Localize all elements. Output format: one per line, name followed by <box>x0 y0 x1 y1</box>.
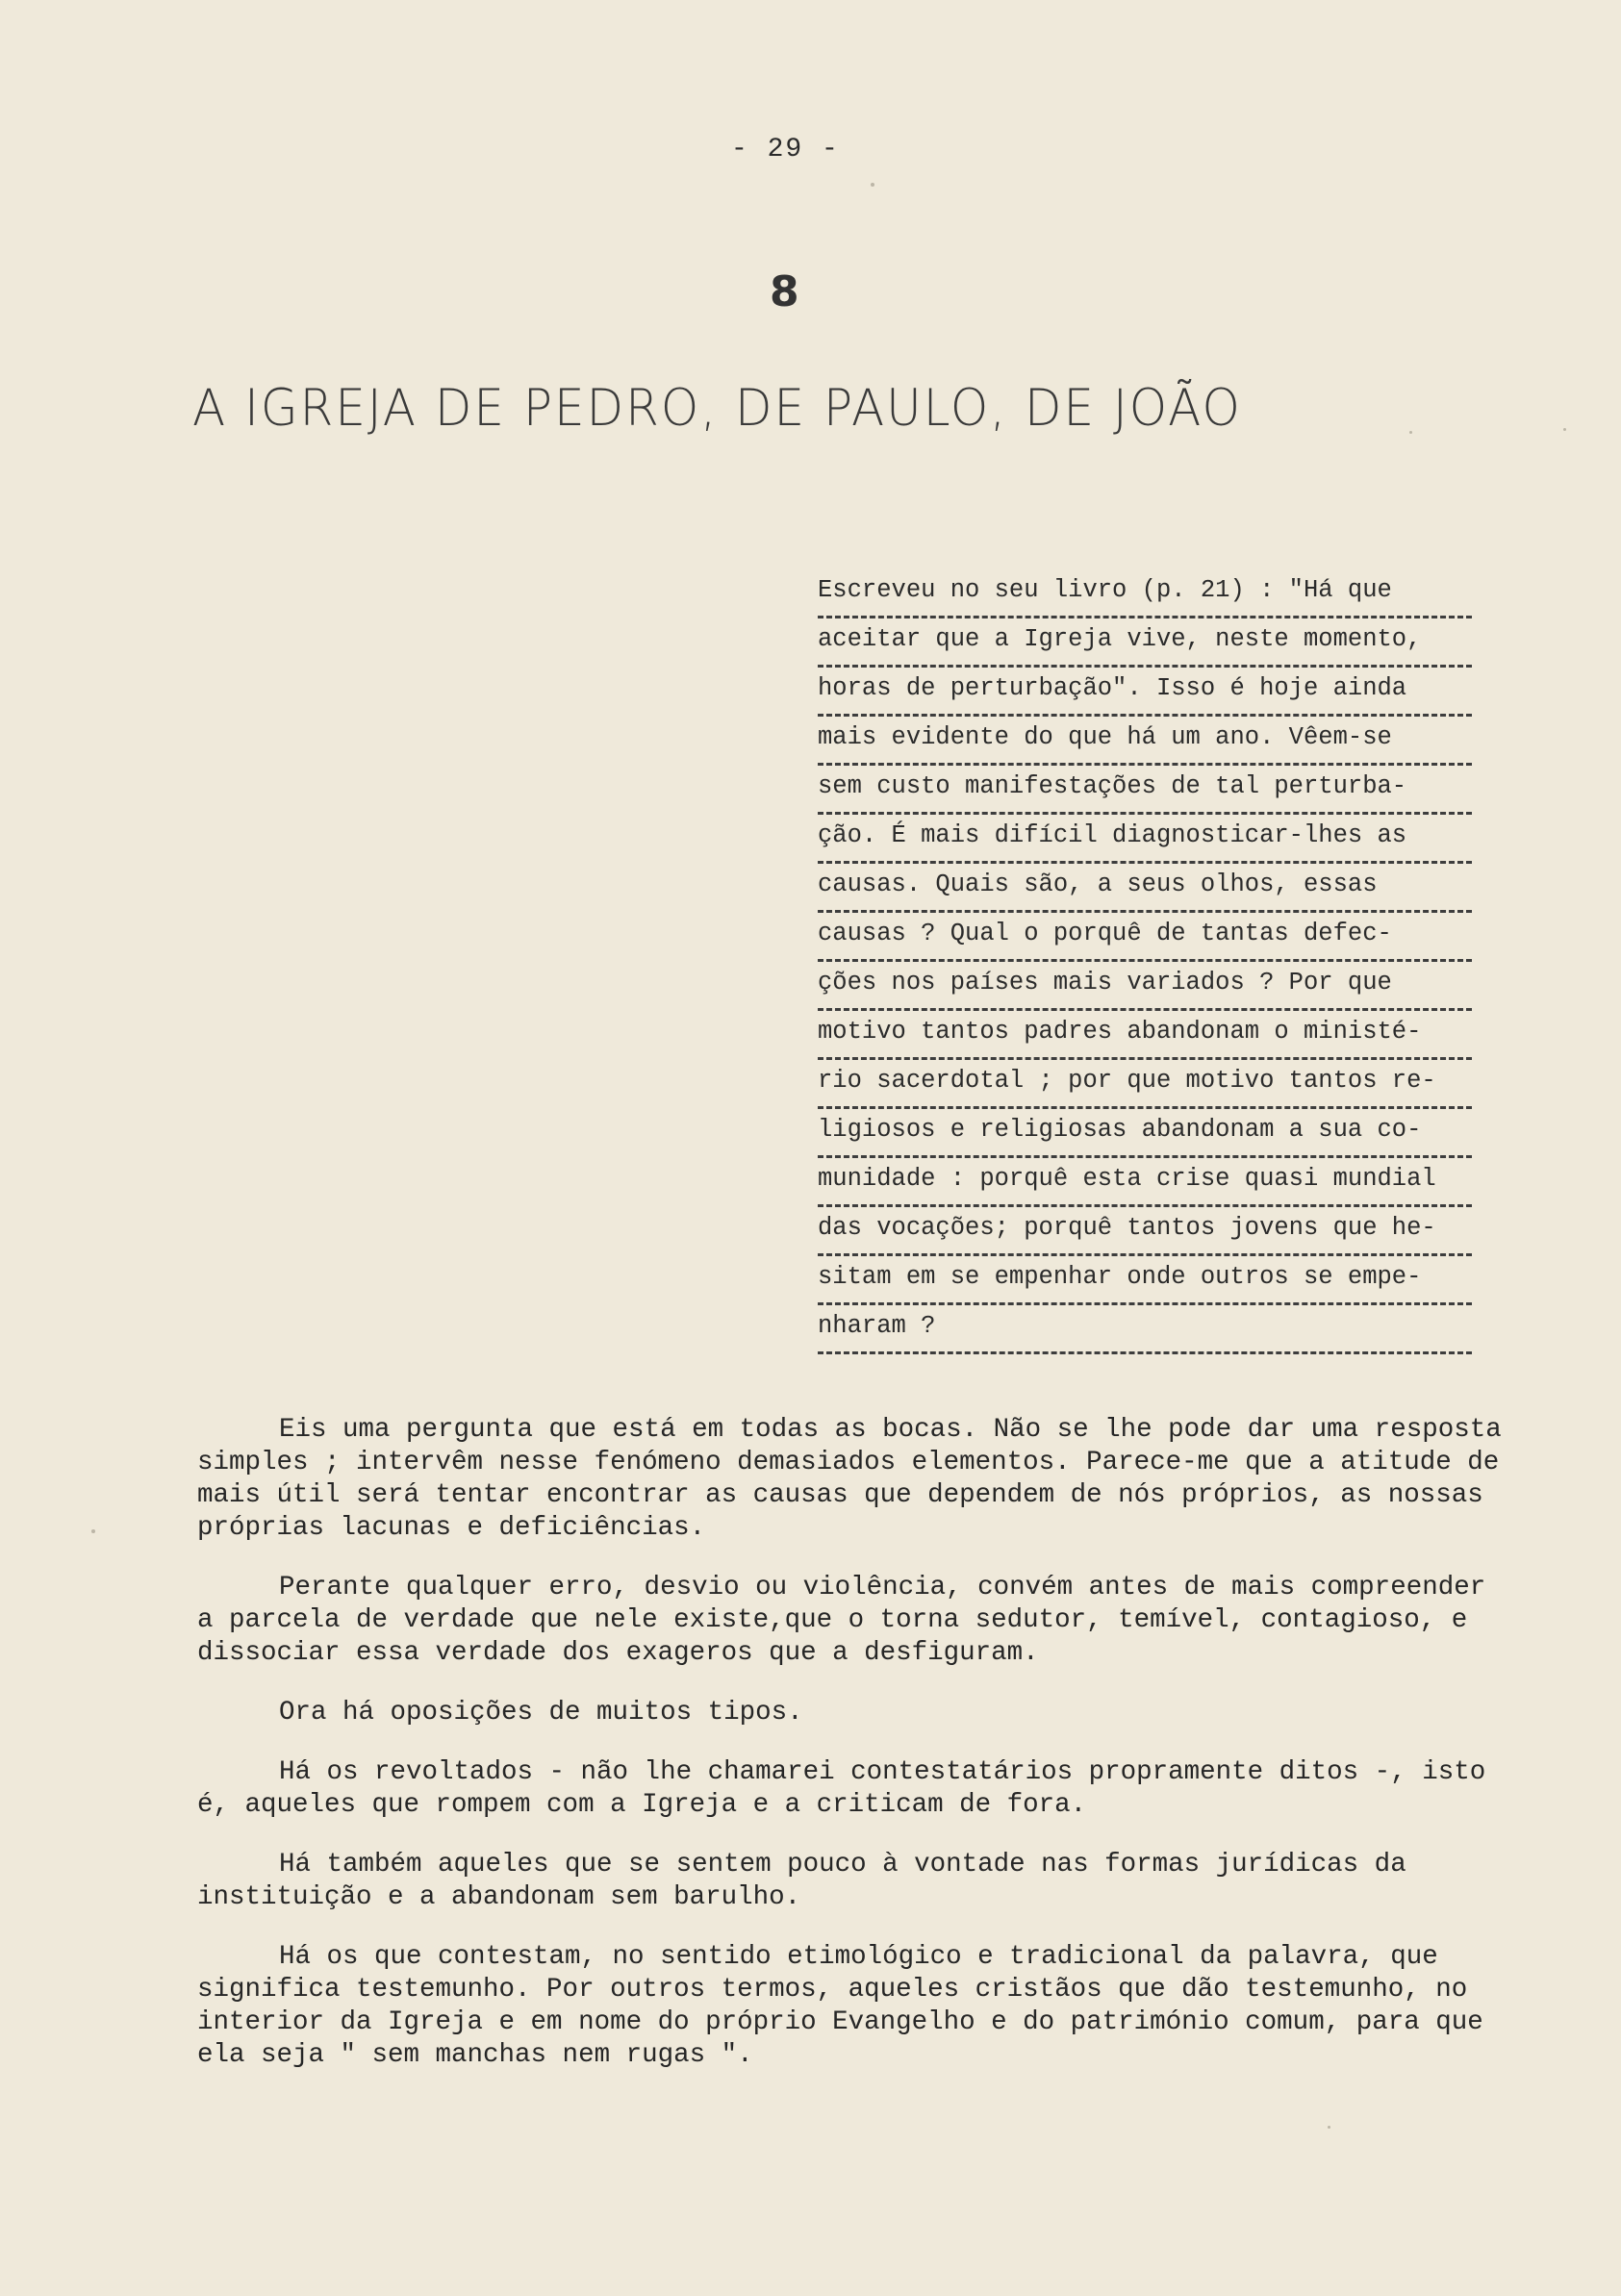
quote-line: causas. Quais são, a seus olhos, essas <box>818 862 1472 913</box>
quote-line: sem custo manifestações de tal perturba- <box>818 764 1472 815</box>
quote-line: nharam ? <box>818 1303 1472 1354</box>
paper-speck <box>871 183 874 187</box>
paragraph: Ora há oposições de muitos tipos. <box>279 1698 803 1728</box>
quote-line: aceitar que a Igreja vive, neste momento, <box>818 617 1472 668</box>
interview-question <box>818 568 1472 1352</box>
paragraph: Eis uma pergunta que está em todas as bocas. Não se lhe pode dar uma resposta simples ; intervêm nesse fenómeno demasiados elementos. Parece-me que a atitude de mais útil será tentar encontrar as causas que dependem de nós próprios, as nossas próprias lacunas e deficiências. <box>197 1415 1502 1543</box>
answer-text <box>197 1414 1515 2099</box>
quote-line: causas ? Qual o porquê de tantas defec- <box>818 911 1472 962</box>
page-number: - 29 - <box>731 135 840 164</box>
quote-line: mais evidente do que há um ano. Vêem-se <box>818 715 1472 766</box>
bleed-through-text <box>173 77 1443 354</box>
chapter-title: A IGREJA DE PEDRO, DE PAULO, DE JOÃO <box>192 378 1242 438</box>
paragraph: Há os que contestam, no sentido etimológico e tradicional da palavra, que significa testemunho. Por outros termos, aqueles cristãos que dão testemunho, no interior da Igreja e em nome do próprio Evangelho e do património comum, para que ela seja " sem manchas nem rugas ". <box>197 1942 1483 2070</box>
quote-line: sitam em se empenhar onde outros se empe- <box>818 1254 1472 1305</box>
quote-line: ção. É mais difícil diagnosticar-lhes as <box>818 813 1472 864</box>
quote-line: rio sacerdotal ; por que motivo tantos re- <box>818 1058 1472 1109</box>
quote-line: motivo tantos padres abandonam o ministé- <box>818 1009 1472 1060</box>
paragraph: Perante qualquer erro, desvio ou violência, convém antes de mais compreender a parcela de verdade que nele existe,que o torna sedutor, temível, contagioso, e dissociar essa verdade dos exageros que a desfiguram. <box>197 1573 1486 1668</box>
quote-line: horas de perturbação". Isso é hoje ainda <box>818 666 1472 717</box>
quote-line: ções nos países mais variados ? Por que <box>818 960 1472 1011</box>
paper-speck <box>91 1529 95 1533</box>
quote-line: das vocações; porquê tantos jovens que he- <box>818 1205 1472 1256</box>
paper-speck <box>1563 428 1566 431</box>
quote-line: ligiosos e religiosas abandonam a sua co- <box>818 1107 1472 1158</box>
quote-line: munidade : porquê esta crise quasi mundial <box>818 1156 1472 1207</box>
paper-speck <box>1328 2126 1330 2129</box>
quote-line: Escreveu no seu livro (p. 21) : "Há que <box>818 568 1472 618</box>
paragraph: Há os revoltados - não lhe chamarei contestatários propramente ditos -, isto é, aqueles que rompem com a Igreja e a criticam de fora. <box>197 1757 1486 1820</box>
chapter-number: 8 <box>770 267 799 316</box>
paper-speck <box>1409 431 1412 434</box>
paragraph: Há também aqueles que se sentem pouco à vontade nas formas jurídicas da instituição e a abandonam sem barulho. <box>197 1850 1406 1912</box>
